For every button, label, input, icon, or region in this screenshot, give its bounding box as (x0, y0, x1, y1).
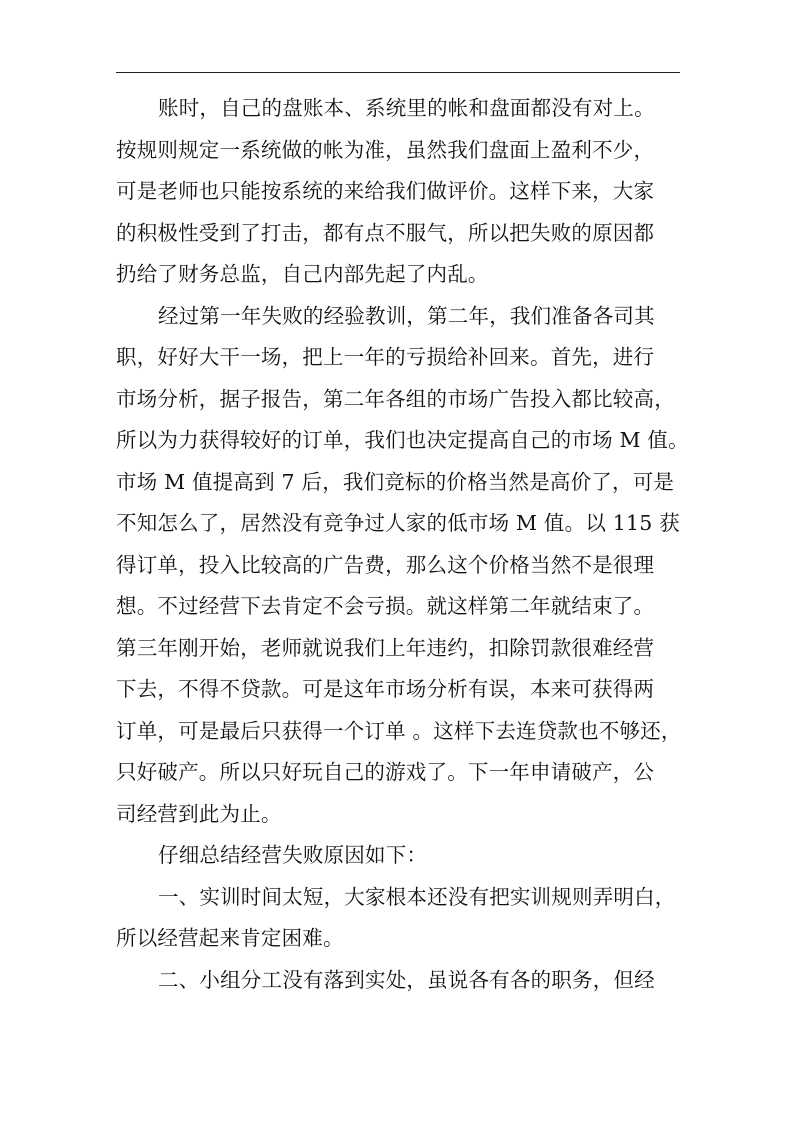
text-line: 二、小组分工没有落到实处，虽说各有各的职务，但经 (158, 967, 655, 992)
text-line: 市场 M 值提高到 7 后，我们竞标的价格当然是高价了，可是 (116, 469, 675, 494)
text-line: 所以为力获得较好的订单，我们也决定提高自己的市场 M 值。 (116, 428, 689, 452)
text-line: 职，好好大干一场，把上一年的亏损给补回来。首先，进行 (116, 345, 655, 369)
text-line: 得订单，投入比较高的广告费，那么这个价格当然不是很理 (116, 552, 655, 577)
text-line: 司经营到此为止。 (116, 801, 282, 826)
text-line: 所以经营起来肯定困难。 (116, 926, 344, 950)
text-line: 市场分析，据子报告，第二年各组的市场广告投入都比较高， (116, 386, 675, 411)
text-line: 仔细总结经营失败原因如下： (158, 843, 428, 867)
text-line: 账时，自己的盘账本、系统里的帐和盘面都没有对上。 (158, 96, 655, 120)
text-line: 扔给了财务总监，自己内部先起了内乱。 (116, 262, 489, 286)
text-line: 不知怎么了，居然没有竞争过人家的低市场 M 值。以 115 获 (116, 511, 680, 535)
text-line: 经过第一年失败的经验教训，第二年，我们准备各司其 (158, 303, 655, 328)
text-line: 只好破产。所以只好玩自己的游戏了。下一年申请破产，公 (116, 760, 655, 784)
document-body (116, 88, 689, 1001)
text-line: 下去，不得不贷款。可是这年市场分析有误，本来可获得两 (116, 677, 655, 701)
text-line: 的积极性受到了打击，都有点不服气，所以把失败的原因都 (116, 220, 655, 245)
text-line: 订单，可是最后只获得一个订单 。这样下去连贷款也不够还， (116, 718, 682, 743)
text-line: 按规则规定一系统做的帐为准，虽然我们盘面上盈利不少， (116, 137, 655, 162)
text-line: 一、实训时间太短，大家根本还没有把实训规则弄明白， (158, 884, 676, 909)
header-rule (116, 72, 680, 73)
text-line: 第三年刚开始，老师就说我们上年违约，扣除罚款很难经营 (116, 635, 655, 660)
text-line: 可是老师也只能按系统的来给我们做评价。这样下来，大家 (116, 179, 655, 203)
text-line: 想。不过经营下去肯定不会亏损。就这样第二年就结束了。 (116, 594, 655, 618)
